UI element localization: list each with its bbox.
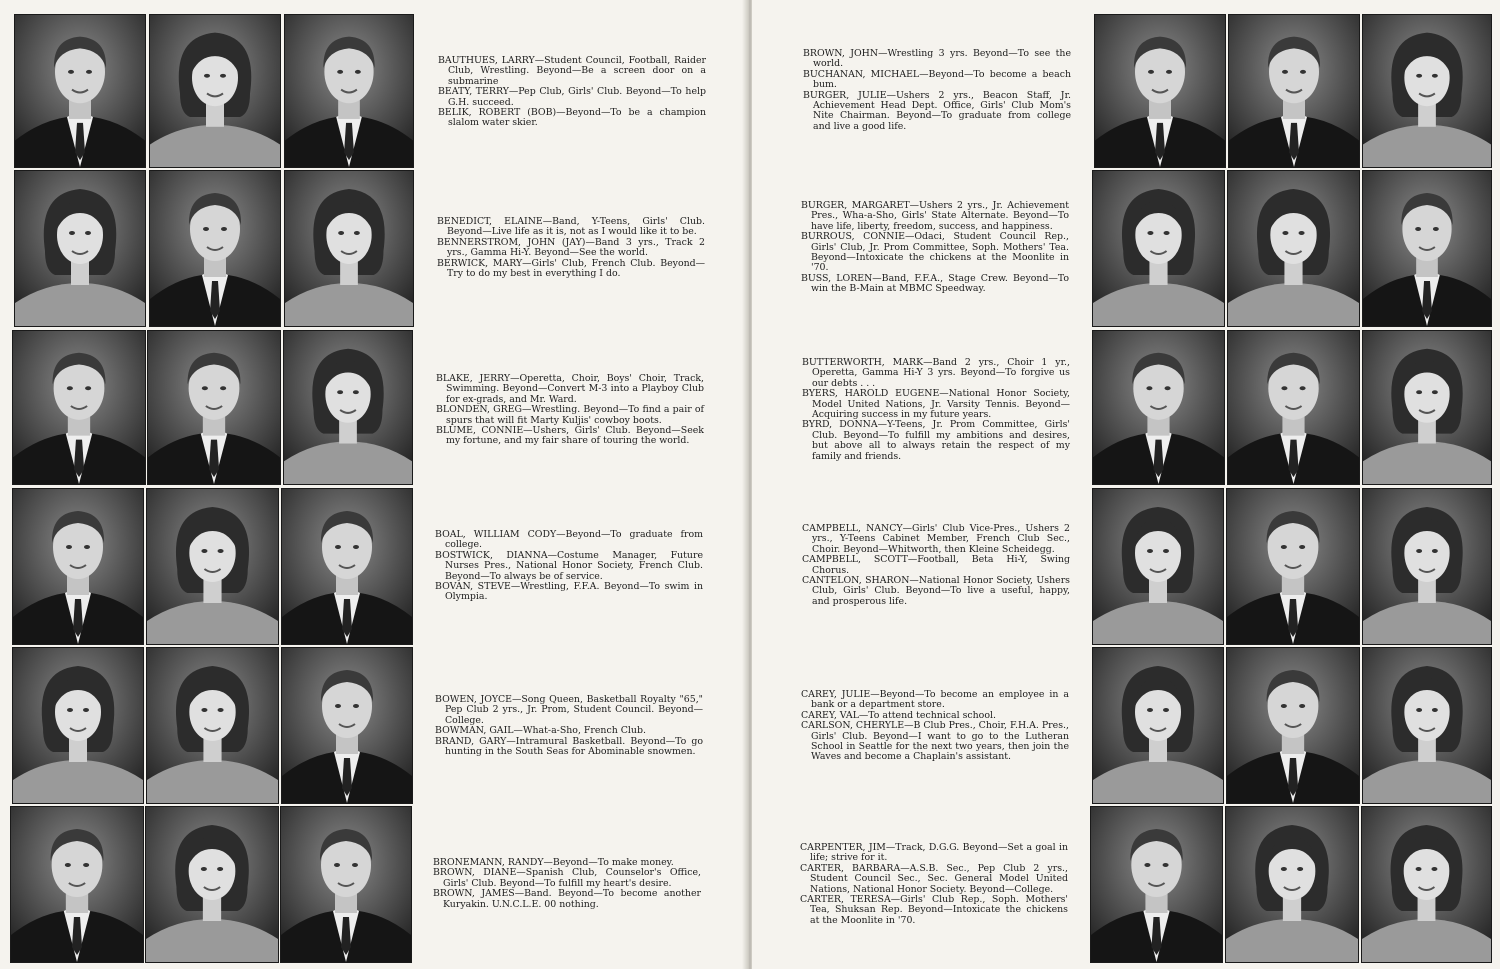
portrait-photo xyxy=(146,647,279,804)
bio-group xyxy=(435,530,703,603)
portrait-photo xyxy=(283,330,413,485)
bio-entry: BENEDICT, ELAINE—Band, Y-Teens, Girls' Club. Beyond—Live life as it is, not as I would like it to be. xyxy=(437,216,705,238)
portrait-photo xyxy=(1228,14,1360,168)
portrait-photo xyxy=(1361,806,1492,963)
portrait-photo xyxy=(147,330,281,485)
bio-group xyxy=(802,358,1070,462)
bio-entry: BUSS, LOREN—Band, F.F.A., Stage Crew. Beyond—To win the B-Main at MBMC Speedway. xyxy=(801,272,1069,295)
bio-entry: BEATY, TERRY—Pep Club, Girls' Club. Beyond—To help G.H. succeed. xyxy=(438,86,706,108)
bio-entry: BYERS, HAROLD EUGENE—National Honor Society, Model United Nations, Jr. Varsity Tennis. Beyond—Acquiring success in my future years. xyxy=(802,388,1070,421)
portrait-photo xyxy=(281,647,413,804)
bio-group xyxy=(436,374,704,447)
left-page xyxy=(0,0,748,969)
portrait-photo xyxy=(12,488,144,645)
bio-group xyxy=(800,843,1068,926)
bio-entry: BENNERSTROM, JOHN (JAY)—Band 3 yrs., Track 2 yrs., Gamma Hi-Y. Beyond—See the world. xyxy=(437,236,705,259)
bio-group xyxy=(435,695,703,757)
bio-entry: BELIK, ROBERT (BOB)—Beyond—To be a champion slalom water skier. xyxy=(438,107,706,129)
portrait-photo xyxy=(1362,170,1492,327)
bio-entry: CAMPBELL, SCOTT—Football, Beta Hi-Y, Swing Chorus. xyxy=(802,554,1070,576)
right-page xyxy=(752,0,1500,969)
portrait-photo xyxy=(1227,170,1360,327)
bio-entry: BAUTHUES, LARRY—Student Council, Football, Raider Club, Wrestling. Beyond—Be a screen door on a submarine xyxy=(438,55,706,87)
bio-entry: BERWICK, MARY—Girls' Club, French Club. Beyond—Try to do my best in everything I do. xyxy=(437,257,705,280)
portrait-photo xyxy=(149,14,281,168)
bio-entry: CARTER, TERESA—Girls' Club Rep., Soph. Mothers' Tea, Shuksan Rep. Beyond—Intoxicate the chickens at the Moonlite in '70. xyxy=(800,894,1068,926)
bio-entry: CARPENTER, JIM—Track, D.G.G. Beyond—Set a goal in life; strive for it. xyxy=(800,842,1068,864)
bio-entry: BRAND, GARY—Intramural Basketball. Beyond—To go hunting in the South Seas for Abominable snowmen. xyxy=(435,735,703,758)
bio-entry: BOWEN, JOYCE—Song Queen, Basketball Royalty "65," Pep Club 2 yrs., Jr. Prom, Student Council. Beyond—College. xyxy=(435,694,703,726)
bio-entry: BURGER, MARGARET—Ushers 2 yrs., Jr. Achievement Pres., Wha-a-Sho, Girls' State Alternate. Beyond—To have life, liberty, freedom, success, and happiness. xyxy=(801,200,1069,232)
portrait-photo xyxy=(1092,330,1225,485)
bio-group xyxy=(433,858,701,910)
portrait-photo xyxy=(149,170,281,327)
bio-entry: BROWN, DIANE—Spanish Club, Counselor's Office, Girls' Club. Beyond—To fulfill my heart's desire. xyxy=(433,867,701,889)
bio-group xyxy=(437,217,705,279)
bio-entry: BYRD, DONNA—Y-Teens, Jr. Prom Committee, Girls' Club. Beyond—To fulfill my ambitions and desires, but above all to always retain the respect of my family and friends. xyxy=(802,419,1070,462)
portrait-photo xyxy=(10,806,144,963)
portrait-photo xyxy=(14,14,146,168)
bio-entry: CAREY, JULIE—Beyond—To become an employee in a bank or a department store. xyxy=(801,689,1069,711)
bio-entry: BURGER, JULIE—Ushers 2 yrs., Beacon Staff, Jr. Achievement Head Dept. Office, Girls' Club Mom's Nite Chairman. Beyond—To graduate from college and live a good life. xyxy=(803,89,1071,132)
bio-entry: BLONDEN, GREG—Wrestling. Beyond—To find a pair of spurs that will fit Marty Kuljis' cowboy boots. xyxy=(436,404,704,426)
bio-entry: CARLSON, CHERYLE—B Club Pres., Choir, F.H.A. Pres., Girls' Club. Beyond—I want to go to the Lutheran School in Seattle for the next two years, then join the Waves and become a Chaplain's assistant. xyxy=(801,720,1069,763)
portrait-photo xyxy=(14,170,146,327)
bio-entry: CAMPBELL, NANCY—Girls' Club Vice-Pres., Ushers 2 yrs., Y-Teens Cabinet Member, French Club Sec., Choir. Beyond—Whitworth, then Kleine Scheidegg. xyxy=(802,523,1070,555)
portrait-photo xyxy=(281,488,413,645)
bio-entry: BOAL, WILLIAM CODY—Beyond—To graduate from college. xyxy=(435,529,703,551)
portrait-photo xyxy=(284,170,414,327)
bio-entry: CAREY, VAL—To attend technical school. xyxy=(801,709,996,721)
portrait-photo xyxy=(1226,488,1360,645)
portrait-photo xyxy=(1092,488,1224,645)
bio-entry: CANTELON, SHARON—National Honor Society, Ushers Club, Girls' Club. Beyond—To live a useful, happy, and prosperous life. xyxy=(802,575,1070,607)
bio-group xyxy=(803,49,1071,132)
portrait-photo xyxy=(1362,488,1492,645)
bio-entry: BUCHANAN, MICHAEL—Beyond—To become a beach bum. xyxy=(803,68,1071,91)
bio-entry: BROWN, JOHN—Wrestling 3 yrs. Beyond—To see the world. xyxy=(803,48,1071,70)
portrait-photo xyxy=(1092,170,1225,327)
bio-group xyxy=(801,201,1069,295)
bio-group xyxy=(438,56,706,129)
portrait-photo xyxy=(1225,806,1359,963)
portrait-photo xyxy=(1092,647,1224,804)
portrait-photo xyxy=(1090,806,1223,963)
bio-entry: BLAKE, JERRY—Operetta, Choir, Boys' Choir, Track, Swimming. Beyond—Convert M-3 into a Playboy Club for ex-grads, and Mr. Ward. xyxy=(436,373,704,405)
portrait-photo xyxy=(284,14,414,168)
portrait-photo xyxy=(1226,647,1360,804)
bio-entry: BOVAN, STEVE—Wrestling, F.F.A. Beyond—To swim in Olympia. xyxy=(435,581,703,603)
portrait-photo xyxy=(1362,14,1492,168)
portrait-photo xyxy=(12,330,146,485)
bio-entry: BOSTWICK, DIANNA—Costume Manager, Future Nurses Pres., National Honor Society, French Club. Beyond—To always be of service. xyxy=(435,549,703,582)
bio-entry: BRONEMANN, RANDY—Beyond—To make money. xyxy=(433,857,674,868)
bio-group xyxy=(802,524,1070,607)
portrait-photo xyxy=(146,488,279,645)
bio-entry: BUTTERWORTH, MARK—Band 2 yrs., Choir 1 yr., Operetta, Gamma Hi-Y 3 yrs. Beyond—To forgive us our debts . . . xyxy=(802,357,1070,389)
bio-entry: CARTER, BARBARA—A.S.B. Sec., Pep Club 2 yrs., Student Council Sec., Sec. General Model United Nations, National Honor Society. Beyond—College. xyxy=(800,862,1068,895)
portrait-photo xyxy=(1362,647,1492,804)
portrait-photo xyxy=(1094,14,1226,168)
bio-group xyxy=(801,690,1069,763)
portrait-photo xyxy=(12,647,144,804)
portrait-photo xyxy=(280,806,412,963)
bio-entry: BROWN, JAMES—Band. Beyond—To become another Kuryakin. U.N.C.L.E. 00 nothing. xyxy=(433,888,701,910)
portrait-photo xyxy=(145,806,279,963)
bio-entry: BLUME, CONNIE—Ushers, Girls' Club. Beyond—Seek my fortune, and my fair share of touring the world. xyxy=(436,425,704,447)
bio-entry: BOWMAN, GAIL—What-a-Sho, French Club. xyxy=(435,725,646,737)
portrait-photo xyxy=(1227,330,1360,485)
bio-entry: BURROUS, CONNIE—Odaci, Student Council Rep., Girls' Club, Jr. Prom Committee, Soph. Mothers' Tea. Beyond—Intoxicate the chickens at the Moonlite in '70. xyxy=(801,231,1069,274)
portrait-photo xyxy=(1362,330,1492,485)
